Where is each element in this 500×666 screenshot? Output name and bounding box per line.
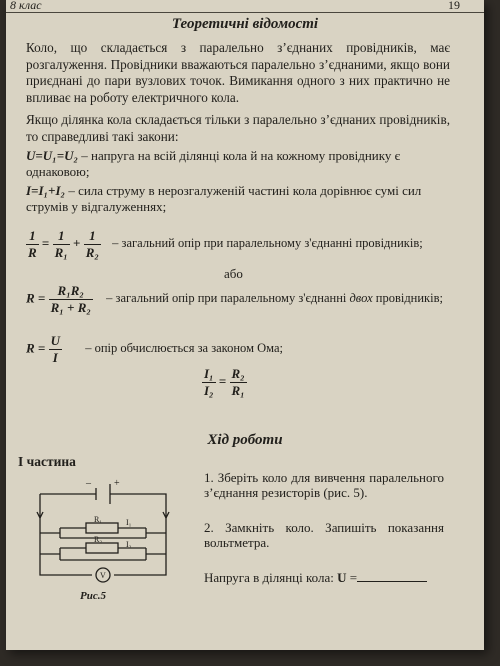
fraction-u-over-i: $\frac{U}{I}$ — [50, 333, 60, 365]
formula-current-ratio: $\frac{\text{I₁}}{\text{I₂}}$ = $\frac{\text{R₂}}{\text{R₁}}$ — [204, 366, 245, 398]
law-current — [26, 183, 456, 215]
header-rule — [6, 12, 484, 13]
i1-label: I₁ — [126, 518, 132, 527]
step-1: 1. Зберіть коло для вивчення паралельного з’єднання резисторів (рис. 5). — [204, 470, 444, 500]
figure-caption: Рис.5 — [80, 590, 106, 602]
formula-ohm: R = $\frac{U}{I}$ – опір обчислюється за законом Ома; — [26, 333, 283, 365]
law-current-formula: I=I₁+I₂ — [26, 183, 66, 198]
resistor-r2 — [86, 543, 118, 553]
fraction-product-over-sum: $\frac{\text{R₁R₂}}{\text{R₁ + R₂}}$ — [50, 283, 91, 315]
i2-label: I₂ — [126, 540, 132, 549]
voltage-prompt: Напруга в ділянці кола: U = — [204, 570, 444, 585]
voltmeter-label: V — [100, 571, 106, 580]
r1-label: R₁ — [94, 515, 103, 524]
law-voltage-text: – напруга на всій ділянці кола й на кожному провіднику є однаковою; — [26, 148, 401, 179]
fraction-1-over-r2: $\frac{1}{\text{R₂}}$ — [85, 228, 99, 260]
or-word: або — [224, 266, 243, 281]
page-header — [6, 0, 484, 14]
formula-3-text: – опір обчислюється за законом Ома; — [85, 341, 283, 356]
battery-minus: – — [86, 478, 91, 489]
theory-paragraph-1: Коло, що складається з паралельно з’єднаних провідників, має розгалуження. Провідники вважаються паралельно з’єднаними, якщо вони приєднані до пари вузлових точок. Вимикання одного з них практично не впливає на роботу електричного кола. — [26, 40, 450, 105]
law-current-text: – сила струму в нерозгалуженій частині кола дорівнює сумі сил струмів у відгалуженнях; — [26, 183, 422, 214]
grade-label: 8 клас — [10, 0, 42, 12]
page-number: 19 — [448, 0, 460, 12]
answer-blank[interactable] — [357, 581, 427, 582]
fraction-1-over-r1: $\frac{1}{\text{R₁}}$ — [54, 228, 68, 260]
law-voltage — [26, 148, 456, 180]
r2-label: R₂ — [94, 535, 103, 544]
battery-plus: + — [114, 478, 120, 489]
law-voltage-formula: U=U₁=U₂ — [26, 148, 79, 163]
formula-two-resistors: R = $\frac{\text{R₁R₂}}{\text{R₁ + R₂}}$ – загальний опір при паралельному з'єднанні двох провідників; — [26, 283, 443, 315]
circuit-diagram — [30, 478, 180, 588]
theory-title: Теоретичні відомості — [171, 16, 319, 32]
fraction-1-over-r: $\frac{1}{R}$ — [28, 228, 37, 260]
formula-1-text: – загальний опір при паралельному з'єднанні провідників; — [112, 236, 423, 251]
formula-2-text: – загальний опір при паралельному з'єднанні двох провідників; — [106, 291, 443, 306]
theory-paragraph-2: Якщо ділянка кола складається тільки з паралельно з’єднаних провідників, то справедливі такі закони: — [26, 112, 450, 144]
work-title: Хід роботи — [207, 432, 283, 448]
resistor-r1 — [86, 523, 118, 533]
formula-parallel-resistance: $\frac{1}{R}$ = $\frac{1}{\text{R₁}}$ + $\frac{1}{\text{R₂}}$ – загальний опір при паралельному з'єднанні провідників; — [28, 228, 423, 260]
step-2: 2. Замкніть коло. Запишіть показання вольтметра. — [204, 520, 444, 550]
part-label: І частина — [18, 454, 76, 469]
textbook-page — [6, 0, 484, 650]
